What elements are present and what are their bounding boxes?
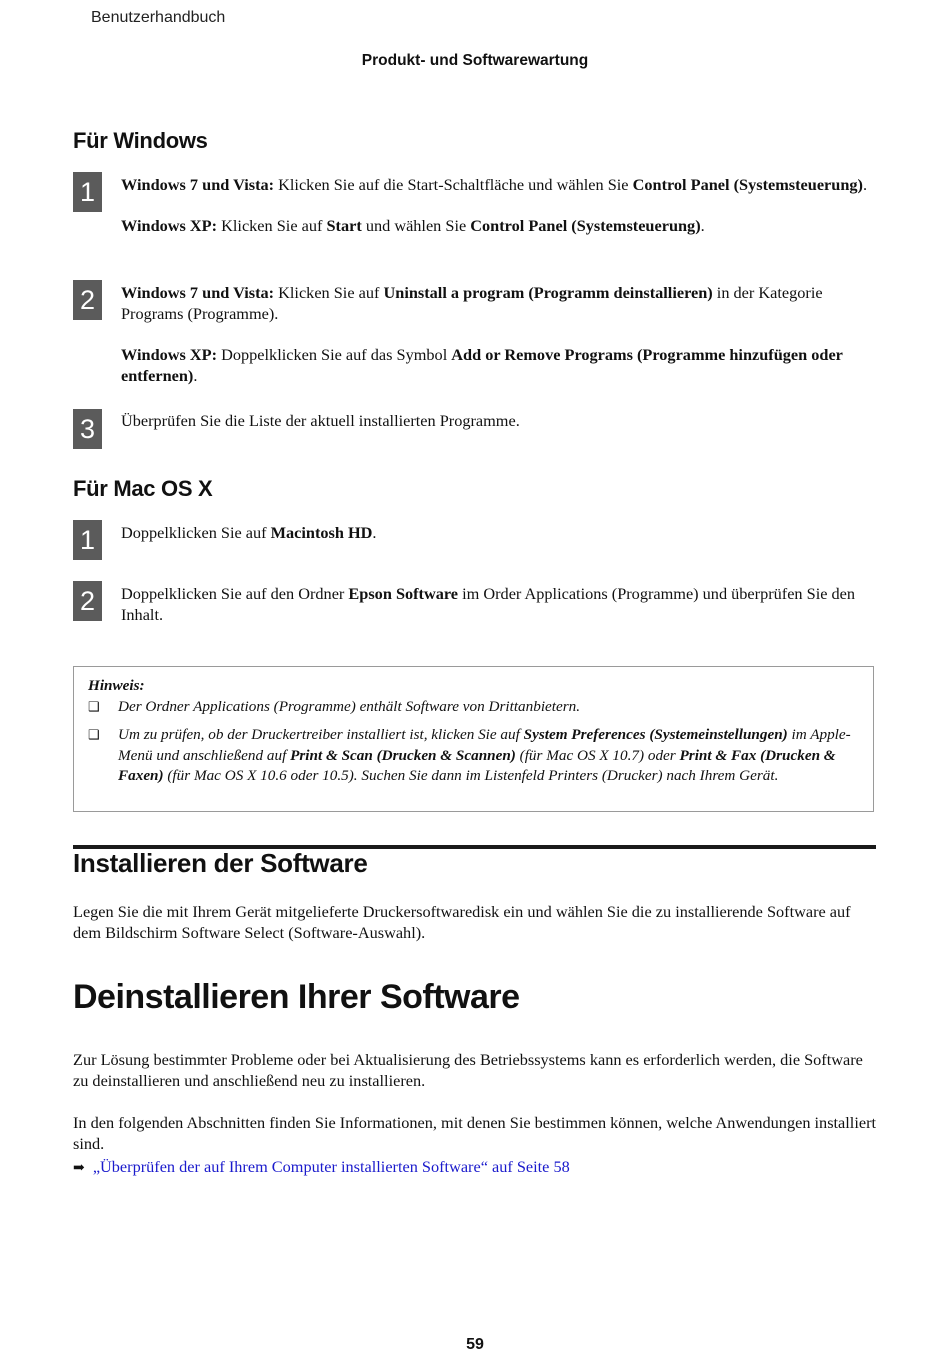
step-number-badge: 3 [73,409,102,449]
checkbox-bullet-icon: ❑ [88,727,100,742]
step-number-badge: 2 [73,280,102,320]
step-body [121,172,875,236]
install-section-body: Legen Sie die mit Ihrem Gerät mitgelieferte Druckersoftwaredisk ein und wählen Sie die zu installierende Software auf dem Bildschirm Software Select (Software-Auswahl). [73,902,851,942]
step-number-badge: 1 [73,520,102,560]
note-box [73,666,874,812]
running-head: Benutzerhandbuch [91,9,226,26]
note-item-text: Der Ordner Applications (Programme) enthält Software von Drittanbietern. [118,697,581,715]
note-item [88,697,859,718]
checkbox-bullet-icon: ❑ [88,698,100,714]
step-paragraph: Windows 7 und Vista: Klicken Sie auf die Start-Schaltfläche und wählen Sie Control Panel (Systemsteuerung). [121,175,868,194]
step-number-badge: 2 [73,581,102,621]
step-paragraph: Windows XP: Doppelklicken Sie auf das Symbol Add or Remove Programs (Programme hinzufügen oder entfernen). [121,345,843,385]
step-body [121,409,875,431]
step-paragraph: Doppelklicken Sie auf Macintosh HD. [121,523,377,542]
uninstall-paragraph-1: Zur Lösung bestimmter Probleme oder bei Aktualisierung des Betriebssystems kann es erforderlich werden, die Software zu deinstallieren und anschließend neu zu installieren. [73,1050,863,1090]
windows-step-1 [73,172,875,236]
step-paragraph: Doppelklicken Sie auf den Ordner Epson Software im Order Applications (Programme) und überprüfen Sie den Inhalt. [121,584,856,624]
windows-step-3 [73,409,875,444]
step-paragraph: Überprüfen Sie die Liste der aktuell installierten Programme. [121,411,520,430]
windows-step-2 [73,280,875,386]
windows-section-title: Für Windows [73,128,208,153]
step-body [121,581,875,625]
note-item-text: Um zu prüfen, ob der Druckertreiber installiert ist, klicken Sie auf System Preferences (Systemeinstellungen) im Apple-Menü und anschließend auf Print & Scan (Drucken & Scannen) (für Mac OS X 10.7) oder Print & Fax (Drucken & Faxen) (für Mac OS X 10.6 oder 10.5). Suchen Sie dann im Listenfeld Printers (Drucker) nach Ihrem Gerät. [118,726,851,784]
mac-step-2 [73,581,875,625]
arrow-right-icon: ➡ [73,1161,85,1176]
mac-step-1 [73,520,875,555]
cross-reference-link[interactable]: „Überprüfen der auf Ihrem Computer installierten Software“ auf Seite 58 [92,1157,570,1176]
note-title: Hinweis: [88,677,145,694]
cross-reference [73,1156,570,1179]
uninstall-section-title: Deinstallieren Ihrer Software [73,978,520,1016]
chapter-title: Produkt- und Softwarewartung [361,52,589,69]
uninstall-paragraph-2: In den folgenden Abschnitten finden Sie Informationen, mit denen Sie bestimmen können, welche Anwendungen installiert sind. [73,1113,877,1153]
mac-section-title: Für Mac OS X [73,476,213,501]
step-body [121,520,875,543]
step-number-badge: 1 [73,172,102,212]
step-paragraph: Windows 7 und Vista: Klicken Sie auf Uninstall a program (Programm deinstallieren) in der Kategorie Programs (Programme). [121,283,823,323]
step-body [121,280,875,386]
page-number: 59 [466,1336,484,1353]
step-paragraph: Windows XP: Klicken Sie auf Start und wählen Sie Control Panel (Systemsteuerung). [121,216,705,235]
install-section-title: Installieren der Software [73,848,368,878]
note-item [88,725,859,787]
